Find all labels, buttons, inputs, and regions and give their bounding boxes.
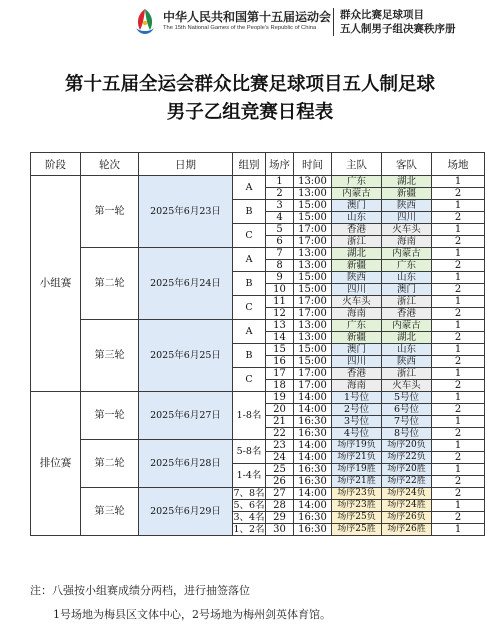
schedule-table: [30, 152, 485, 536]
away-team-cell: 陕西: [382, 356, 432, 368]
match-no-cell: 13: [266, 320, 294, 332]
header-match-no: 场序: [266, 153, 294, 176]
match-no-cell: 4: [266, 212, 294, 224]
note-line1: 注：八强按小组赛成绩分两档，进行抽签落位: [30, 584, 250, 597]
round-cell: 第三轮: [81, 488, 139, 536]
date-cell: 2025年6月24日: [139, 248, 233, 320]
away-team-cell: 山东: [382, 272, 432, 284]
time-cell: 16:30: [294, 476, 332, 488]
time-cell: 16:30: [294, 464, 332, 476]
group-cell: B: [233, 272, 266, 296]
round-cell: 第二轮: [81, 248, 139, 320]
away-team-cell: 内蒙古: [382, 320, 432, 332]
away-team-cell: 山东: [382, 344, 432, 356]
venue-cell: 1: [432, 440, 485, 452]
match-no-cell: 15: [266, 344, 294, 356]
match-no-cell: 26: [266, 476, 294, 488]
home-team-cell: 场序19负: [332, 440, 382, 452]
home-team-cell: 香港: [332, 224, 382, 236]
match-no-cell: 28: [266, 500, 294, 512]
header-group: 组别: [233, 153, 266, 176]
away-team-cell: 5号位: [382, 392, 432, 404]
venue-cell: 1: [432, 392, 485, 404]
group-cell: 3、4名: [233, 512, 265, 523]
match-no-cell: 1: [266, 176, 294, 188]
header-round: 轮次: [81, 153, 139, 176]
header-divider: [333, 8, 334, 36]
group-cell: C: [233, 296, 266, 320]
header-stage: 阶段: [31, 153, 81, 176]
group-cell: 1、2名: [233, 524, 265, 535]
time-cell: 13:00: [294, 176, 332, 188]
match-no-cell: 23: [266, 440, 294, 452]
venue-cell: 2: [432, 212, 485, 224]
match-no-cell: 21: [266, 416, 294, 428]
home-team-cell: 陕西: [332, 272, 382, 284]
home-team-cell: 山东: [332, 212, 382, 224]
match-no-cell: 24: [266, 452, 294, 464]
group-cell: 5-8名: [233, 440, 266, 464]
round-cell: 第一轮: [81, 176, 139, 248]
table-row: [31, 488, 485, 500]
group-cell: C: [233, 368, 266, 392]
home-team-cell: 澳门: [332, 200, 382, 212]
table-row: [31, 440, 485, 452]
time-cell: 13:00: [294, 320, 332, 332]
match-no-cell: 14: [266, 332, 294, 344]
date-cell: 2025年6月25日: [139, 320, 233, 392]
away-team-cell: 陕西: [382, 200, 432, 212]
home-team-cell: 海南: [332, 380, 382, 392]
time-cell: 15:00: [294, 212, 332, 224]
away-team-cell: 场序24胜: [382, 500, 432, 512]
page-title-line1: 第十五届全运会群众比赛足球项目五人制足球: [64, 74, 435, 95]
venue-cell: 1: [432, 272, 485, 284]
header-venue: 场地: [432, 153, 485, 176]
date-cell: 2025年6月29日: [139, 488, 233, 536]
home-team-cell: 火车头: [332, 296, 382, 308]
venue-cell: 1: [432, 176, 485, 188]
home-team-cell: 浙江: [332, 236, 382, 248]
venue-cell: 2: [432, 188, 485, 200]
time-cell: 13:00: [294, 332, 332, 344]
match-no-cell: 25: [266, 464, 294, 476]
time-cell: 14:00: [294, 488, 332, 500]
match-no-cell: 6: [266, 236, 294, 248]
note-line2: 1号场地为梅县区文体中心，2号场地为梅州剑英体育馆。: [53, 608, 331, 621]
time-cell: 13:00: [294, 188, 332, 200]
header-date: 日期: [139, 153, 233, 176]
time-cell: 17:00: [294, 308, 332, 320]
group-cell: 1-4名: [233, 464, 266, 488]
time-cell: 14:00: [294, 440, 332, 452]
match-no-cell: 12: [266, 308, 294, 320]
match-no-cell: 8: [266, 260, 294, 272]
match-no-cell: 30: [266, 524, 294, 536]
match-no-cell: 19: [266, 392, 294, 404]
match-no-cell: 27: [266, 488, 294, 500]
away-team-cell: 四川: [382, 212, 432, 224]
table-row: [31, 320, 485, 332]
venue-cell: 1: [432, 368, 485, 380]
away-team-cell: 火车头: [382, 380, 432, 392]
venue-cell: 2: [432, 428, 485, 440]
home-team-cell: 四川: [332, 284, 382, 296]
home-team-cell: 内蒙古: [332, 188, 382, 200]
round-cell: 第三轮: [81, 320, 139, 392]
venue-cell: 1: [432, 416, 485, 428]
away-team-cell: 香港: [382, 308, 432, 320]
home-team-cell: 澳门: [332, 344, 382, 356]
group-cell: A: [233, 176, 266, 200]
time-cell: 17:00: [294, 368, 332, 380]
page-title-line2: 男子乙组竞赛日程表: [166, 102, 334, 123]
time-cell: 14:00: [294, 500, 332, 512]
time-cell: 17:00: [294, 296, 332, 308]
home-team-cell: 场序23胜: [332, 500, 382, 512]
away-team-cell: 广东: [382, 260, 432, 272]
home-team-cell: 湖北: [332, 248, 382, 260]
venue-cell: 2: [432, 308, 485, 320]
away-team-cell: 海南: [382, 236, 432, 248]
venue-cell: 1: [432, 524, 485, 536]
venue-cell: 2: [432, 236, 485, 248]
away-team-cell: 湖北: [382, 176, 432, 188]
venue-cell: 1: [432, 224, 485, 236]
games-logo-icon: [130, 6, 160, 40]
home-team-cell: 2号位: [332, 404, 382, 416]
booklet-title-line2: 五人制男子组决赛秩序册: [340, 23, 456, 35]
round-cell: 第一轮: [81, 392, 139, 440]
home-team-cell: 3号位: [332, 416, 382, 428]
home-team-cell: 新疆: [332, 332, 382, 344]
table-row: [31, 392, 485, 404]
venue-cell: 2: [432, 284, 485, 296]
home-team-cell: 场序19胜: [332, 464, 382, 476]
group-cell: A: [233, 248, 266, 272]
booklet-title: [340, 8, 456, 36]
date-cell: 2025年6月27日: [139, 392, 233, 440]
home-team-cell: 场序23负: [332, 488, 382, 500]
match-no-cell: 16: [266, 356, 294, 368]
home-team-cell: 香港: [332, 368, 382, 380]
away-team-cell: 火车头: [382, 224, 432, 236]
away-team-cell: 澳门: [382, 284, 432, 296]
header-away: 客队: [382, 153, 432, 176]
venue-cell: 1: [432, 320, 485, 332]
away-team-cell: 场序26负: [382, 512, 432, 524]
venue-cell: 1: [432, 296, 485, 308]
venue-cell: 1: [432, 464, 485, 476]
stage-cell: 排位赛: [31, 392, 81, 536]
away-team-cell: 场序24负: [382, 488, 432, 500]
venue-cell: 2: [432, 512, 485, 524]
away-team-cell: 湖北: [382, 332, 432, 344]
venue-cell: 1: [432, 344, 485, 356]
venue-cell: 2: [432, 404, 485, 416]
time-cell: 16:30: [294, 428, 332, 440]
home-team-cell: 四川: [332, 356, 382, 368]
away-team-cell: 场序22胜: [382, 476, 432, 488]
away-team-cell: 6号位: [382, 404, 432, 416]
home-team-cell: 海南: [332, 308, 382, 320]
away-team-cell: 8号位: [382, 428, 432, 440]
match-no-cell: 3: [266, 200, 294, 212]
time-cell: 15:00: [294, 356, 332, 368]
schedule-body: [31, 176, 485, 536]
venue-cell: 2: [432, 380, 485, 392]
time-cell: 17:00: [294, 224, 332, 236]
away-team-cell: 场序26胜: [382, 524, 432, 536]
home-team-cell: 新疆: [332, 260, 382, 272]
venue-cell: 2: [432, 488, 485, 500]
booklet-title-line1: 群众比赛足球项目: [340, 9, 424, 21]
venue-cell: 1: [432, 200, 485, 212]
venue-cell: 2: [432, 452, 485, 464]
venue-cell: 2: [432, 260, 485, 272]
home-team-cell: 广东: [332, 320, 382, 332]
venue-cell: 2: [432, 356, 485, 368]
time-cell: 16:30: [294, 416, 332, 428]
away-team-cell: 新疆: [382, 188, 432, 200]
time-cell: 14:00: [294, 404, 332, 416]
time-cell: 16:30: [294, 512, 332, 524]
org-name-en: The 15th National Games of the People's Republic of China: [163, 25, 317, 31]
venue-cell: 1: [432, 248, 485, 260]
home-team-cell: 4号位: [332, 428, 382, 440]
group-cell: 5、6名: [233, 500, 265, 511]
time-cell: 13:00: [294, 260, 332, 272]
table-row: [31, 176, 485, 188]
table-row: [31, 248, 485, 260]
time-cell: 17:00: [294, 380, 332, 392]
home-team-cell: 广东: [332, 176, 382, 188]
group-cell: C: [233, 224, 266, 248]
home-team-cell: 场序21胜: [332, 476, 382, 488]
match-no-cell: 17: [266, 368, 294, 380]
home-team-cell: 场序25胜: [332, 524, 382, 536]
away-team-cell: 7号位: [382, 416, 432, 428]
home-team-cell: 1号位: [332, 392, 382, 404]
time-cell: 13:00: [294, 248, 332, 260]
home-team-cell: 场序25负: [332, 512, 382, 524]
time-cell: 14:00: [294, 392, 332, 404]
date-cell: 2025年6月28日: [139, 440, 233, 488]
match-no-cell: 20: [266, 404, 294, 416]
time-cell: 15:00: [294, 200, 332, 212]
away-team-cell: 浙江: [382, 368, 432, 380]
group-cell: A: [233, 320, 266, 344]
stage-cell: 小组赛: [31, 176, 81, 392]
venue-cell: 2: [432, 332, 485, 344]
away-team-cell: 浙江: [382, 296, 432, 308]
org-name-cn: 中华人民共和国第十五届运动会: [163, 10, 332, 24]
away-team-cell: 场序22负: [382, 452, 432, 464]
time-cell: 15:00: [294, 344, 332, 356]
match-no-cell: 5: [266, 224, 294, 236]
page-header: [0, 0, 500, 52]
away-team-cell: 场序20胜: [382, 464, 432, 476]
time-cell: 15:00: [294, 284, 332, 296]
time-cell: 15:00: [294, 272, 332, 284]
table-header-row: [31, 153, 485, 176]
venue-cell: 1: [432, 500, 485, 512]
venue-cell: 2: [432, 476, 485, 488]
time-cell: 16:30: [294, 524, 332, 536]
match-no-cell: 10: [266, 284, 294, 296]
match-no-cell: 11: [266, 296, 294, 308]
match-no-cell: 22: [266, 428, 294, 440]
date-cell: 2025年6月23日: [139, 176, 233, 248]
header-time: 时间: [294, 153, 332, 176]
match-no-cell: 7: [266, 248, 294, 260]
match-no-cell: 2: [266, 188, 294, 200]
match-no-cell: 18: [266, 380, 294, 392]
match-no-cell: 9: [266, 272, 294, 284]
group-cell: 1-8名: [233, 392, 266, 440]
group-cell: B: [233, 344, 266, 368]
time-cell: 17:00: [294, 236, 332, 248]
home-team-cell: 场序21负: [332, 452, 382, 464]
group-cell: B: [233, 200, 266, 224]
group-cell: 7、8名: [233, 488, 265, 499]
header-home: 主队: [332, 153, 382, 176]
away-team-cell: 场序20负: [382, 440, 432, 452]
round-cell: 第二轮: [81, 440, 139, 488]
away-team-cell: 内蒙古: [382, 248, 432, 260]
time-cell: 14:00: [294, 452, 332, 464]
match-no-cell: 29: [266, 512, 294, 524]
